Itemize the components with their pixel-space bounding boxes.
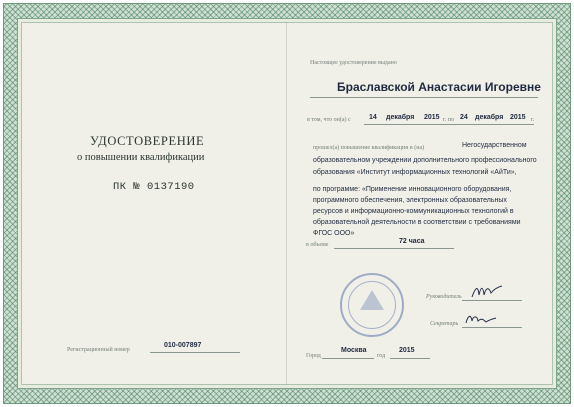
year-label: год <box>377 353 386 359</box>
secretary-label: Секретарь <box>430 321 459 327</box>
issued-label: Настоящее удостоверение выдано <box>310 60 397 66</box>
recipient-name: Браславской Анастасии Игоревне <box>337 80 541 94</box>
city-value: Москва <box>341 347 367 354</box>
volume-value: 72 часа <box>399 238 425 245</box>
official-seal <box>340 273 404 337</box>
end-year: 2015 <box>510 114 526 121</box>
certificate-title: УДОСТОВЕРЕНИЕ <box>90 134 205 148</box>
institution-line-3: образования «Институт информационных технологий «АйТи», <box>313 169 517 176</box>
institution-line-2: образовательном учреждении дополнительного профессионального <box>313 157 537 164</box>
volume-label: в объеме <box>306 242 329 248</box>
series-number: ПК № 0137190 <box>113 181 195 193</box>
end-year-suffix: г. <box>531 117 535 123</box>
period-prefix: в том, что он(а) с <box>307 117 351 123</box>
training-label: прошел(а) повышение квалификации в (на) <box>313 145 425 151</box>
head-label: Руководитель <box>426 294 462 300</box>
program-line-3: ресурсов и информационно-коммуникационных технологий в <box>313 208 514 215</box>
program-line-1: по программе: «Применение инновационного оборудования, <box>313 186 512 193</box>
end-month: декабря <box>475 114 504 121</box>
start-day: 14 <box>369 114 377 121</box>
program-line-2: программного обеспечения, электронных образовательных <box>313 197 507 204</box>
institution-line-1: Негосударственном <box>462 142 527 149</box>
program-line-4: образовательной деятельности в соответствии с требованиями <box>313 219 521 226</box>
start-year-suffix: г. по <box>443 117 454 123</box>
head-signature <box>470 283 504 301</box>
program-line-5: ФГОС ООО» <box>313 230 355 237</box>
center-fold <box>286 22 287 385</box>
registration-number: 010-007897 <box>164 342 202 349</box>
city-label: Город <box>306 353 321 359</box>
start-month: декабря <box>386 114 415 121</box>
year-value: 2015 <box>399 347 415 354</box>
registration-label: Регистрационный номер <box>67 347 130 353</box>
certificate-subtitle: о повышении квалификации <box>77 152 205 163</box>
secretary-signature <box>463 310 497 328</box>
start-year: 2015 <box>424 114 440 121</box>
end-day: 24 <box>460 114 468 121</box>
